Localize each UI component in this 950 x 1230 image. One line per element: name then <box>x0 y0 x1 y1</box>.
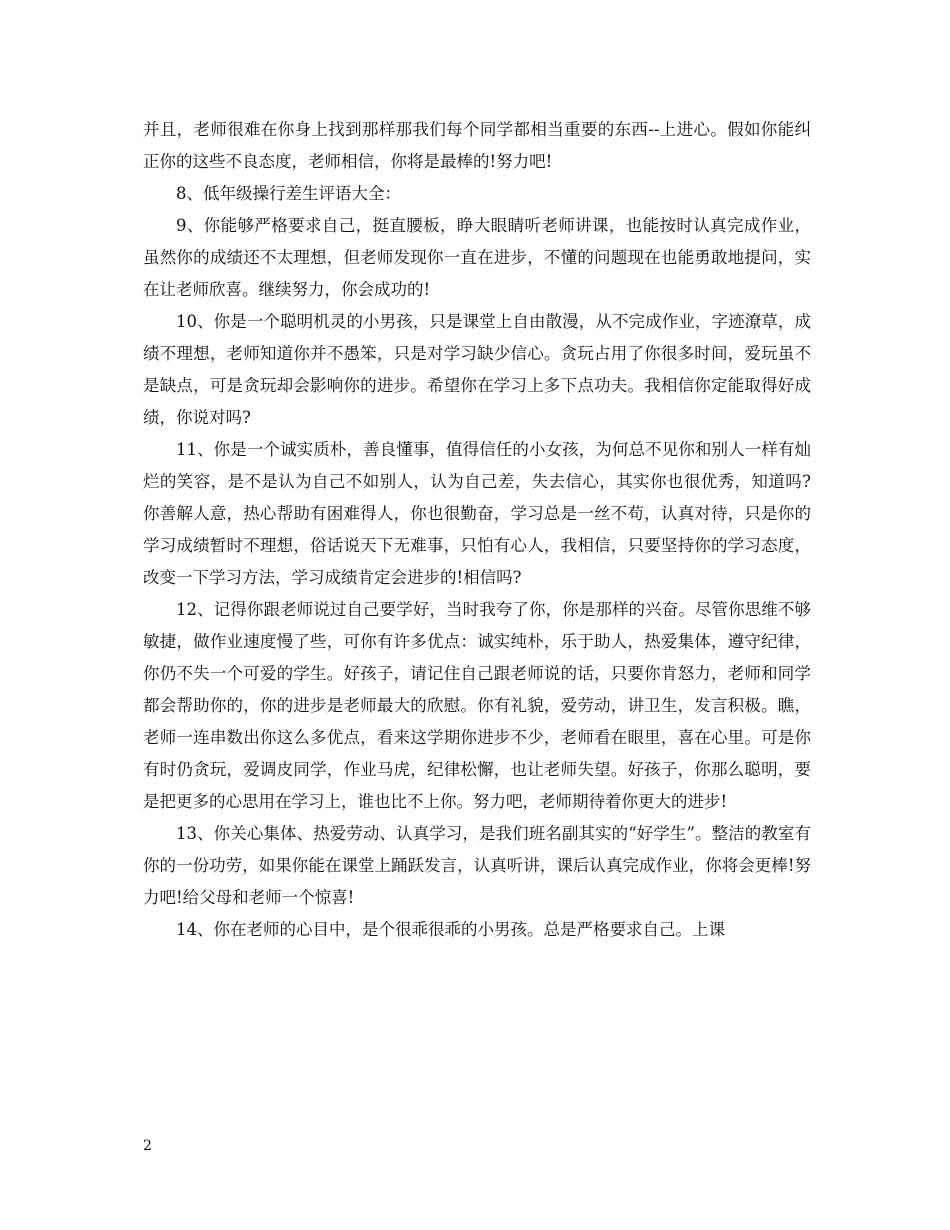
paragraph: 13、你关心集体、热爱劳动、认真学习，是我们班名副其实的“好学生”。整洁的教室有你的一份功劳，如果你能在课堂上踊跃发言，认真听讲，课后认真完成作业，你将会更棒!努力吧!给父母和老师一个惊喜! <box>143 824 811 907</box>
page-number: 2 <box>143 1138 152 1154</box>
paragraph: 11、你是一个诚实质朴，善良懂事，值得信任的小女孩，为何总不见你和别人一样有灿烂的笑容，是不是认为自己不如别人，认为自己差，失去信心，其实你也很优秀，知道吗?你善解人意，热心帮助有困难得人，你也很勤奋，学习总是一丝不苟，认真对待，只是你的学习成绩暂时不理想，俗话说天下无难事，只怕有心人，我相信，只要坚持你的学习态度，改变一下学习方法，学习成绩肯定会进步的!相信吗? <box>143 440 811 587</box>
document-body <box>143 114 811 946</box>
paragraph: 10、你是一个聪明机灵的小男孩，只是课堂上自由散漫，从不完成作业，字迹潦草，成绩不理想，老师知道你并不愚笨，只是对学习缺少信心。贪玩占用了你很多时间，爱玩虽不是缺点，可是贪玩却会影响你的进步。希望你在学习上多下点功夫。我相信你定能取得好成绩，你说对吗? <box>143 312 811 427</box>
paragraph: 8、低年级操行差生评语大全： <box>176 184 401 203</box>
paragraph: 12、记得你跟老师说过自己要学好，当时我夸了你，你是那样的兴奋。尽管你思维不够敏捷，做作业速度慢了些，可你有许多优点：诚实纯朴，乐于助人，热爱集体，遵守纪律，你仍不失一个可爱的学生。好孩子，请记住自己跟老师说的话，只要你肯怒力，老师和同学都会帮助你的，你的进步是老师最大的欣慰。你有礼貌，爱劳动，讲卫生，发言积极。瞧，老师一连串数出你这么多优点，看来这学期你进步不少，老师看在眼里，喜在心里。可是你有时仍贪玩，爱调皮同学，作业马虎，纪律松懈，也让老师失望。好孩子，你那么聪明，要是把更多的心思用在学习上，谁也比不上你。努力吧，老师期待着你更大的进步! <box>143 600 811 811</box>
paragraph: 并且，老师很难在你身上找到那样那我们每个同学都相当重要的东西--上进心。假如你能纠正你的这些不良态度，老师相信，你将是最棒的!努力吧! <box>143 120 811 171</box>
paragraph: 9、你能够严格要求自己，挺直腰板，睁大眼睛听老师讲课，也能按时认真完成作业，虽然你的成绩还不太理想，但老师发现你一直在进步，不懂的问题现在也能勇敢地提问，实在让老师欣喜。继续努力，你会成功的! <box>143 216 811 299</box>
paragraph: 14、你在老师的心目中，是个很乖很乖的小男孩。总是严格要求自己。上课 <box>176 920 725 939</box>
